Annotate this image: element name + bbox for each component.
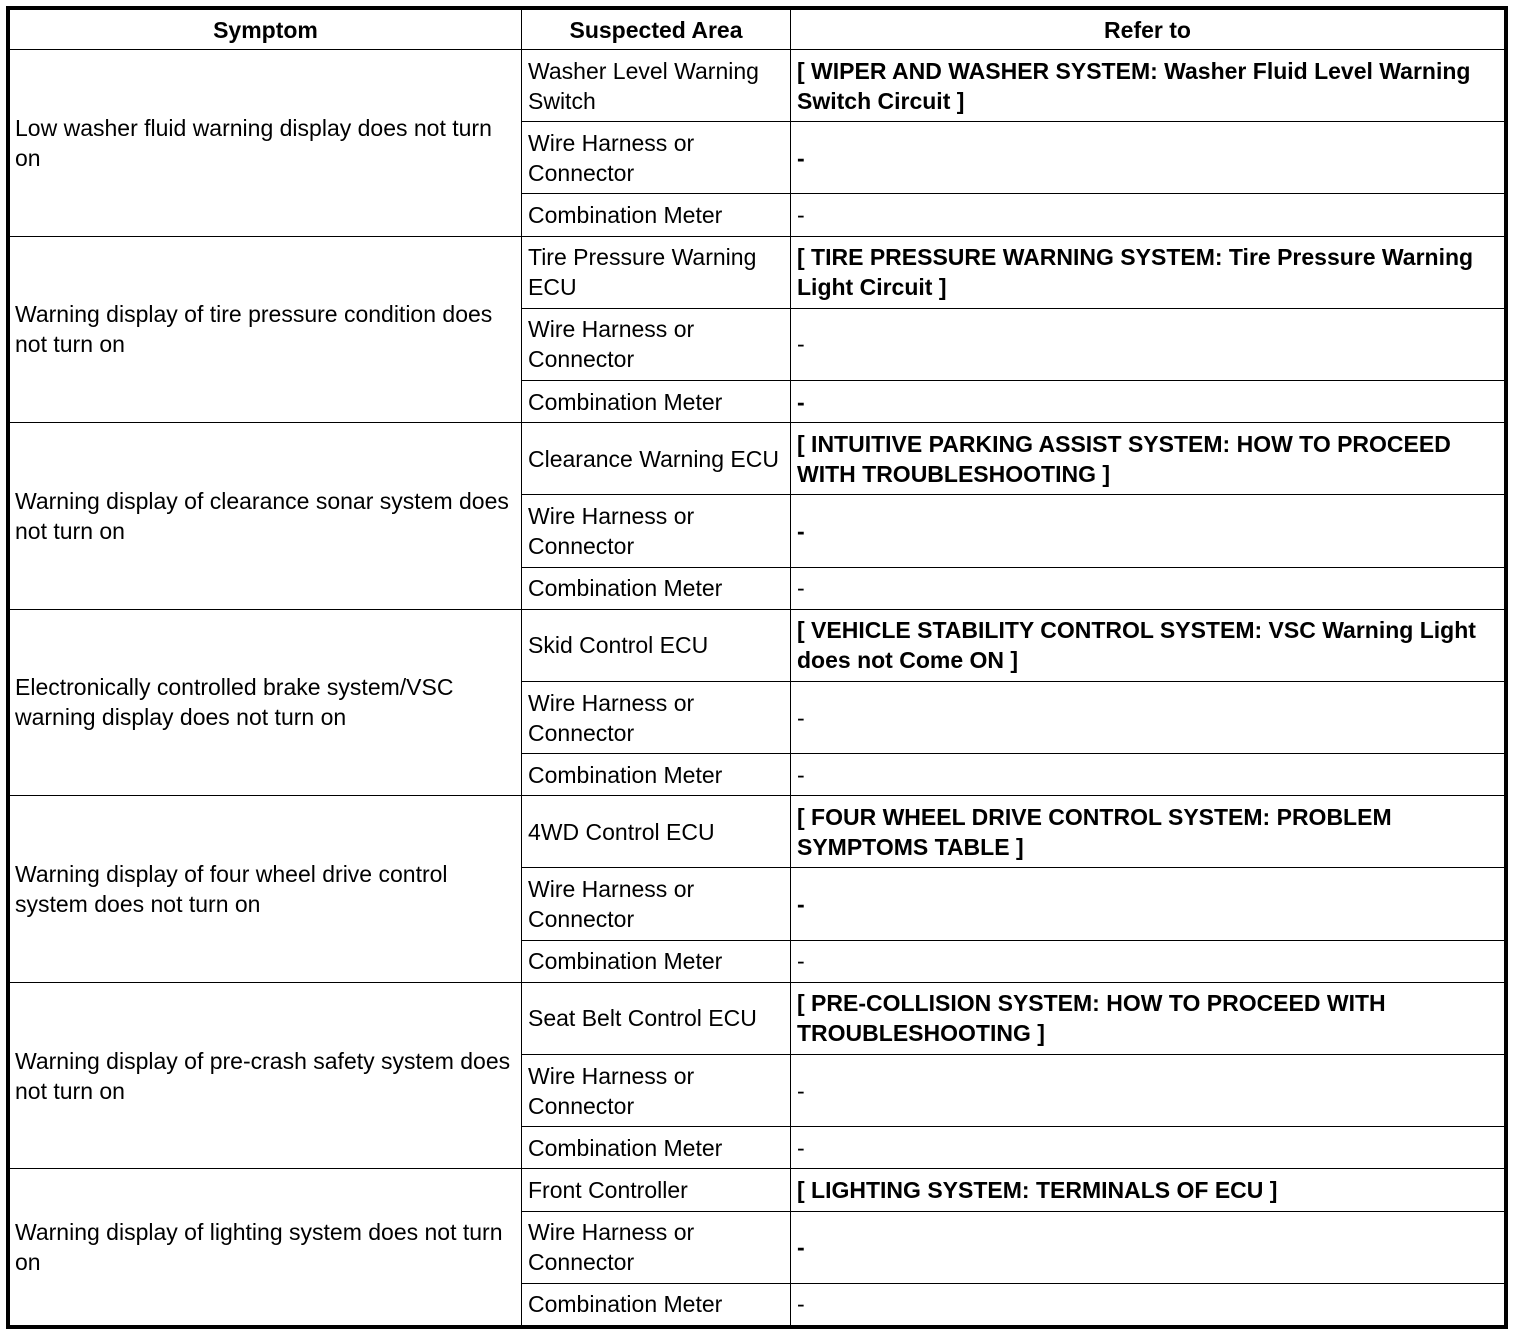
refer-to-link[interactable]: [ WIPER AND WASHER SYSTEM: Washer Fluid Level Warning Switch Circuit ] bbox=[791, 50, 1505, 122]
refer-to-link[interactable]: [ VEHICLE STABILITY CONTROL SYSTEM: VSC Warning Light does not Come ON ] bbox=[791, 609, 1505, 681]
symptom-cell: Warning display of four wheel drive control system does not turn on bbox=[10, 796, 522, 983]
refer-to-cell: - bbox=[791, 754, 1505, 796]
table-row bbox=[10, 609, 1505, 681]
header-row bbox=[10, 10, 1505, 50]
refer-to-cell: - bbox=[791, 681, 1505, 753]
table-row bbox=[10, 1169, 1505, 1211]
suspected-area-cell: Wire Harness or Connector bbox=[522, 1055, 791, 1127]
table-row bbox=[10, 982, 1505, 1054]
suspected-area-cell: Front Controller bbox=[522, 1169, 791, 1211]
refer-to-header: Refer to bbox=[791, 10, 1505, 50]
suspected-area-cell: Combination Meter bbox=[522, 940, 791, 982]
symptom-cell: Warning display of lighting system does not turn on bbox=[10, 1169, 522, 1326]
refer-to-link[interactable]: [ FOUR WHEEL DRIVE CONTROL SYSTEM: PROBLEM SYMPTOMS TABLE ] bbox=[791, 796, 1505, 868]
suspected-area-cell: Tire Pressure Warning ECU bbox=[522, 236, 791, 308]
table-row bbox=[10, 236, 1505, 308]
suspected-area-cell: Combination Meter bbox=[522, 754, 791, 796]
suspected-area-cell: Seat Belt Control ECU bbox=[522, 982, 791, 1054]
refer-to-cell: - bbox=[791, 194, 1505, 236]
refer-to-cell: - bbox=[791, 940, 1505, 982]
suspected-area-cell: Wire Harness or Connector bbox=[522, 308, 791, 380]
suspected-area-cell: 4WD Control ECU bbox=[522, 796, 791, 868]
symptom-cell: Low washer fluid warning display does not turn on bbox=[10, 50, 522, 237]
suspected-area-cell: Combination Meter bbox=[522, 381, 791, 423]
refer-to-link[interactable]: [ INTUITIVE PARKING ASSIST SYSTEM: HOW TO PROCEED WITH TROUBLESHOOTING ] bbox=[791, 423, 1505, 495]
symptom-cell: Warning display of pre-crash safety system does not turn on bbox=[10, 982, 522, 1169]
suspected-area-cell: Wire Harness or Connector bbox=[522, 122, 791, 194]
suspected-area-cell: Combination Meter bbox=[522, 1283, 791, 1325]
refer-to-link[interactable]: [ PRE-COLLISION SYSTEM: HOW TO PROCEED WITH TROUBLESHOOTING ] bbox=[791, 982, 1505, 1054]
refer-to-link[interactable]: [ LIGHTING SYSTEM: TERMINALS OF ECU ] bbox=[791, 1169, 1505, 1211]
suspected-area-cell: Combination Meter bbox=[522, 567, 791, 609]
problem-symptoms-table bbox=[9, 9, 1505, 1326]
table-row bbox=[10, 423, 1505, 495]
suspected-area-cell: Wire Harness or Connector bbox=[522, 1211, 791, 1283]
troubleshooting-table-sheet bbox=[6, 6, 1508, 1329]
suspected-area-cell: Combination Meter bbox=[522, 194, 791, 236]
table-row bbox=[10, 50, 1505, 122]
refer-to-cell: - bbox=[791, 381, 1505, 423]
suspected-area-cell: Skid Control ECU bbox=[522, 609, 791, 681]
suspected-area-header: Suspected Area bbox=[522, 10, 791, 50]
table-row bbox=[10, 796, 1505, 868]
refer-to-cell: - bbox=[791, 1283, 1505, 1325]
symptom-header: Symptom bbox=[10, 10, 522, 50]
symptom-cell: Warning display of tire pressure condition does not turn on bbox=[10, 236, 522, 423]
refer-to-cell: - bbox=[791, 495, 1505, 567]
suspected-area-cell: Wire Harness or Connector bbox=[522, 681, 791, 753]
refer-to-cell: - bbox=[791, 1211, 1505, 1283]
suspected-area-cell: Combination Meter bbox=[522, 1127, 791, 1169]
suspected-area-cell: Wire Harness or Connector bbox=[522, 495, 791, 567]
symptom-cell: Electronically controlled brake system/VSC warning display does not turn on bbox=[10, 609, 522, 796]
suspected-area-cell: Washer Level Warning Switch bbox=[522, 50, 791, 122]
refer-to-cell: - bbox=[791, 868, 1505, 940]
symptom-cell: Warning display of clearance sonar system does not turn on bbox=[10, 423, 522, 610]
refer-to-cell: - bbox=[791, 1055, 1505, 1127]
refer-to-cell: - bbox=[791, 567, 1505, 609]
suspected-area-cell: Clearance Warning ECU bbox=[522, 423, 791, 495]
suspected-area-cell: Wire Harness or Connector bbox=[522, 868, 791, 940]
refer-to-cell: - bbox=[791, 308, 1505, 380]
refer-to-cell: - bbox=[791, 1127, 1505, 1169]
refer-to-link[interactable]: [ TIRE PRESSURE WARNING SYSTEM: Tire Pressure Warning Light Circuit ] bbox=[791, 236, 1505, 308]
refer-to-cell: - bbox=[791, 122, 1505, 194]
